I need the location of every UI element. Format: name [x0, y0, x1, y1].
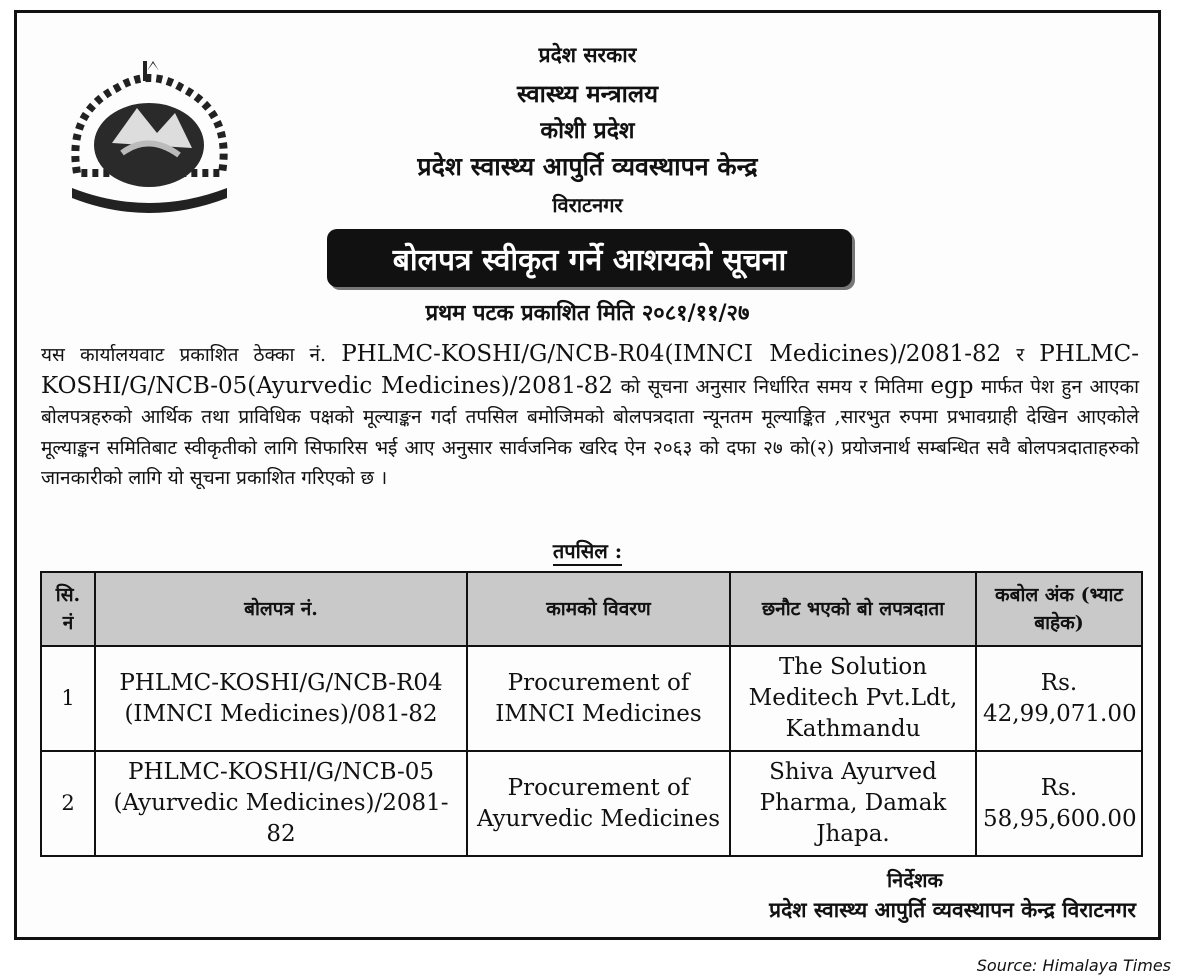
cell-amount	[976, 646, 1142, 751]
cell-sn: 1	[41, 646, 95, 751]
published-date: प्रथम पटक प्रकाशित मिति २०८१/११/२७	[425, 300, 750, 326]
col-header-amount: कबोल अंक (भ्याट बाहेक)	[976, 572, 1142, 646]
body-part-4: मार्फत पेश हुन आएका बोलपत्रहरुको आर्थिक तथा प्राविधिक पक्षको मूल्याङ्कन गर्दा तपसिल बमोजिमको बोलपत्रदाता न्यूनतम मूल्याङ्कित ,सारभुत रुपमा प्रभावग्राही देखिन आएकोले मूल्याङ्कन समितिबाट स्वीकृतीको लागि सिफारिस भई आए अनुसार सार्वजनिक खरिद ऐन २०६३ को दफा २७ को(२) प्रयोजनार्थ सम्बन्धित सवै बोलपत्रदाताहरुको जानकारीको लागि यो सूचना प्रकाशित गरिएको छ ।	[41, 375, 1139, 489]
amount-value: 42,99,071.00	[983, 700, 1137, 727]
header-city: विराटनगर	[552, 193, 623, 217]
cell-bidder	[730, 646, 976, 751]
details-heading	[17, 537, 1158, 564]
col-header-description: कामको विवरण	[467, 572, 730, 646]
header-province: कोशी प्रदेश	[540, 117, 635, 144]
cell-amount	[976, 751, 1142, 856]
col-header-bidder: छनौट भएको बो लपत्रदाता	[730, 572, 976, 646]
col-header-bid-no: बोलपत्र नं.	[95, 572, 467, 646]
bid-ref-1: PHLMC-KOSHI/G/NCB-R04(IMNCI Medicines)/2081-82	[341, 341, 1002, 367]
header-ministry: स्वास्थ्य मन्त्रालय	[516, 79, 659, 108]
bidder-line: The Solution	[778, 654, 928, 680]
cell-bidder	[730, 751, 976, 856]
egp-text: egp	[930, 372, 974, 399]
amount-value: 58,95,600.00	[983, 805, 1137, 832]
body-part-1: यस कार्यालयवाट प्रकाशित ठेक्का नं.	[41, 344, 327, 366]
table-row	[41, 646, 1142, 751]
bidder-line: Meditech Pvt.Ldt,	[748, 685, 958, 711]
description-line: IMNCI Medicines	[495, 700, 702, 727]
col-header-sn: सि. नं	[41, 572, 95, 646]
amount-currency: Rs.	[1040, 669, 1078, 696]
bid-no-line: PHLMC-KOSHI/G/NCB-R04	[119, 669, 443, 696]
signatory-office: प्रदेश स्वास्थ्य आपुर्ति व्यवस्थापन केन्द्र विराटनगर	[769, 897, 1136, 922]
bidder-line: Kathmandu	[785, 716, 921, 742]
body-part-3: को सूचना अनुसार निर्धारित समय र मितिमा	[620, 375, 923, 398]
cell-description	[467, 646, 730, 751]
bid-no-line: PHLMC-KOSHI/G/NCB-05	[127, 759, 434, 785]
body-part-2: र	[1016, 344, 1025, 366]
bid-ref-2: PHLMC-KOSHI/G/NCB-05(Ayurvedic Medicines)/2081-82	[41, 341, 1140, 399]
description-line: Ayurvedic Medicines	[476, 805, 721, 832]
amount-currency: Rs.	[1040, 774, 1078, 801]
cell-bid-no	[95, 751, 467, 856]
description-line: Procurement of	[507, 774, 690, 801]
details-heading-text: तपसिल :	[553, 539, 622, 566]
bid-no-line: (Ayurvedic Medicines)/2081-82	[113, 790, 449, 847]
notice-title: बोलपत्र स्वीकृत गर्ने आशयको सूचना	[327, 229, 852, 287]
bid-no-line: (IMNCI Medicines)/081-82	[124, 700, 438, 727]
bidder-line: Jhapa.	[816, 821, 890, 847]
notice-body	[41, 339, 1139, 494]
table-header-row	[41, 572, 1142, 646]
header-office: प्रदेश स्वास्थ्य आपुर्ति व्यवस्थापन केन्द्र	[417, 152, 758, 181]
table-row	[41, 751, 1142, 856]
cell-bid-no	[95, 646, 467, 751]
cell-description	[467, 751, 730, 856]
source-credit: Source: Himalaya Times	[976, 956, 1171, 975]
signatory-title: निर्देशक	[887, 868, 943, 892]
bidder-line: Pharma, Damak	[759, 790, 947, 816]
description-line: Procurement of	[507, 669, 690, 696]
bidder-line: Shiva Ayurved	[769, 759, 937, 785]
cell-sn: 2	[41, 751, 95, 856]
award-table	[40, 571, 1143, 857]
header-government: प्रदेश सरकार	[538, 42, 637, 67]
notice-document	[14, 10, 1161, 940]
